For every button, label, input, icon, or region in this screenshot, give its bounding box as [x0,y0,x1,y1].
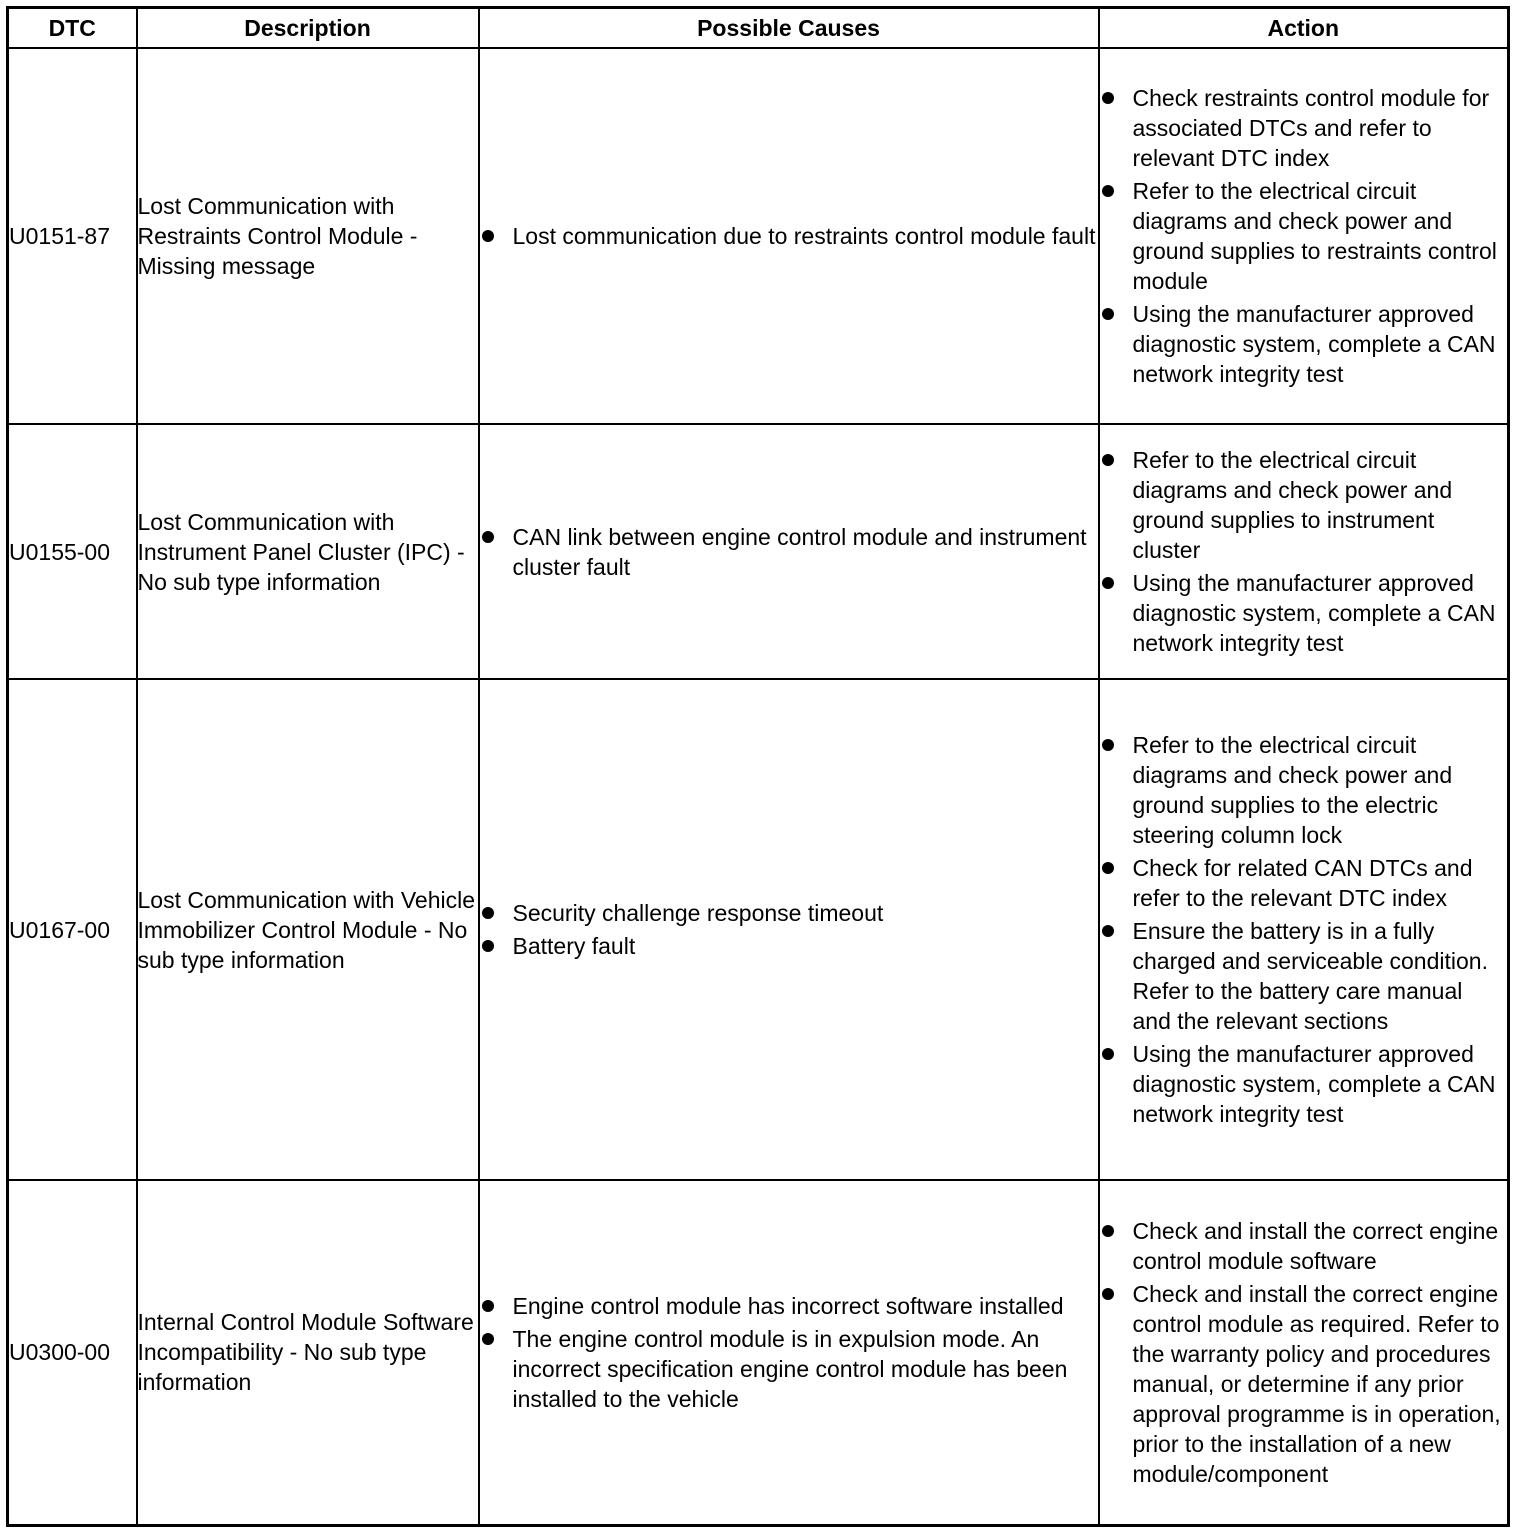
cause-item [480,1324,1098,1414]
table-row [8,48,1509,424]
cause-text: CAN link between engine control module and instrument cluster fault [512,523,1087,580]
bullet-icon [1102,862,1114,874]
actions [1099,679,1509,1180]
bullet-icon [1102,1225,1114,1237]
action-text: Check restraints control module for associated DTCs and refer to relevant DTC index [1132,85,1490,171]
dtc-description: Lost Communication with Instrument Panel Cluster (IPC) - No sub type information [137,424,479,679]
cause-text: Engine control module has incorrect software installed [512,1292,1064,1319]
action-text: Refer to the electrical circuit diagrams and check power and ground supplies to instrument cluster [1132,447,1453,563]
action-item [1100,853,1508,913]
bullet-icon [482,907,494,919]
cause-item [480,931,1098,961]
cause-item [480,898,1098,928]
bullet-icon [1102,308,1114,320]
possible-causes [479,424,1099,679]
dtc-code: U0155-00 [8,424,137,679]
dtc-table [6,6,1510,1527]
action-text: Using the manufacturer approved diagnostic system, complete a CAN network integrity test [1132,1041,1496,1127]
bullet-icon [482,940,494,952]
possible-causes [479,48,1099,424]
bullet-icon [1102,185,1114,197]
bullet-icon [1102,739,1114,751]
dtc-code: U0167-00 [8,679,137,1180]
header-row [8,8,1509,49]
action-text: Refer to the electrical circuit diagrams and check power and ground supplies to the electric steering column lock [1132,732,1453,848]
action-item [1100,83,1508,173]
action-item [1100,445,1508,565]
table-row [8,679,1509,1180]
actions [1099,424,1509,679]
actions [1099,48,1509,424]
bullet-icon [482,1333,494,1345]
dtc-description: Lost Communication with Vehicle Immobilizer Control Module - No sub type information [137,679,479,1180]
actions [1099,1180,1509,1525]
cause-text: Security challenge response timeout [512,900,884,926]
header-description: Description [137,8,479,49]
bullet-icon [1102,92,1114,104]
action-item [1100,1279,1508,1489]
action-text: Check for related CAN DTCs and refer to the relevant DTC index [1132,855,1473,911]
header-dtc: DTC [8,8,137,49]
possible-causes [479,1180,1099,1525]
action-item [1100,1216,1508,1276]
bullet-icon [482,1300,494,1312]
bullet-icon [1102,454,1114,466]
action-text: Check and install the correct engine control module software [1132,1217,1499,1274]
action-text: Using the manufacturer approved diagnostic system, complete a CAN network integrity test [1132,570,1496,656]
cause-item [480,1291,1098,1321]
table-row [8,1180,1509,1525]
action-text: Ensure the battery is in a fully charged and serviceable condition. Refer to the battery care manual and the relevant sections [1132,918,1488,1034]
cause-text: Lost communication due to restraints control module fault [512,223,1096,249]
cause-text: The engine control module is in expulsion mode. An incorrect specification engine control module has been installed to the vehicle [512,1325,1068,1412]
action-item [1100,176,1508,296]
dtc-description: Internal Control Module Software Incompatibility - No sub type information [137,1180,479,1525]
bullet-icon [1102,1288,1114,1300]
action-item [1100,916,1508,1036]
cause-text: Battery fault [512,933,636,959]
bullet-icon [1102,925,1114,937]
action-text: Using the manufacturer approved diagnostic system, complete a CAN network integrity test [1132,301,1496,387]
action-item [1100,1039,1508,1129]
action-item [1100,299,1508,389]
bullet-icon [482,531,494,543]
dtc-description: Lost Communication with Restraints Control Module - Missing message [137,48,479,424]
possible-causes [479,679,1099,1180]
dtc-code: U0151-87 [8,48,137,424]
header-action: Action [1099,8,1509,49]
dtc-code: U0300-00 [8,1180,137,1525]
bullet-icon [1102,1048,1114,1060]
table-row [8,424,1509,679]
action-item [1100,568,1508,658]
action-item [1100,730,1508,850]
cause-item [480,221,1098,251]
bullet-icon [482,230,494,242]
action-text: Refer to the electrical circuit diagrams and check power and ground supplies to restraints control module [1132,178,1497,294]
cause-item [480,522,1098,582]
header-possible-causes: Possible Causes [479,8,1099,49]
action-text: Check and install the correct engine control module as required. Refer to the warranty policy and procedures manual, or determine if any prior approval programme is in operation, prior to the installation of a new module/component [1132,1280,1501,1487]
bullet-icon [1102,577,1114,589]
